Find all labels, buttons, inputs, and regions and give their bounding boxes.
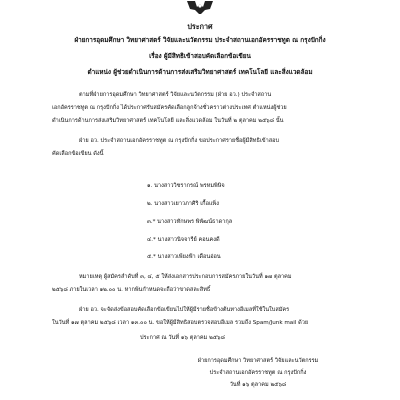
paragraph-3-line-2: ในวันที่ ๑๗ ตุลาคม ๒๕๖๘ เวลา ๑๓.๐๐ น. ขอให้ผู้มีสิทธิสอบตรวจสอบอีเมล รวมถึง Spam/Junk mail ด้วย bbox=[52, 320, 309, 326]
list-item: ๑. นางสาววิชรากรณ์ พรหมพิษิจ bbox=[147, 183, 225, 189]
paragraph-3-line-1: ฝ่าย อว. จะจัดส่งข้อสอบคัดเลือกข้อเขียนไปให้ผู้มีรายชื่อข้างต้นทางอีเมลที่ใช้ในใบสมัคร bbox=[79, 307, 290, 313]
position-heading: ตำแหน่ง ผู้ช่วยดำเนินการด้านการส่งเสริมวิทยาศาสตร์ เทคโนโลยี และสิ่งแวดล้อม bbox=[87, 68, 313, 76]
subject-heading: เรื่อง ผู้มีสิทธิเข้าสอบคัดเลือกข้อเขียน bbox=[149, 52, 251, 60]
paragraph-2-line-1: ฝ่าย อว. ประจำสถานเอกอัครราชทูต ณ กรุงปักกิ่ง ขอประกาศรายชื่อผู้มีสิทธิเข้าสอบ bbox=[79, 138, 280, 144]
announcement-date: ประกาศ ณ วันที่ ๑๖ ตุลาคม ๒๕๖๘ bbox=[140, 335, 225, 341]
issuer-heading: ฝ่ายการอุดมศึกษา วิทยาศาสตร์ วิจัยและนวัตกรรม ประจำสถานเอกอัครราชทูต ณ กรุงปักกิ่ง bbox=[74, 36, 326, 44]
list-item: ๓.* นางสาวทักษพร พิพัฒน์ธาดากุล bbox=[147, 219, 233, 225]
garuda-emblem-icon bbox=[183, 0, 217, 14]
paragraph-1-line-2: เอกอัครราชทูต ณ กรุงปักกิ่ง ได้ประกาศรับสมัครคัดเลือกลูกจ้างชั่วคราวต่างประเทศ ตำแหน่งผู้ช่วย bbox=[52, 105, 287, 111]
list-item: ๒. นางสาวเยาวภาศิริ เกื้อแพ็ง bbox=[147, 201, 219, 207]
paragraph-2-line-2: คัดเลือกข้อเขียน ดังนี้ bbox=[52, 151, 104, 157]
list-item: ๔.* นางสาวนิจจารีย์ คอนคงดี bbox=[147, 237, 220, 243]
paragraph-1-line-3: ดำเนินการด้านการส่งเสริมวิทยาศาสตร์ เทคโนโลยี และสิ่งแวดล้อม ในวันที่ ๒ ตุลาคม ๒๕๖๘ นั้น bbox=[52, 118, 284, 124]
note-line-2: ๒๕๖๘ ภายในเวลา ๑๒.๐๐ น. หากพ้นกำหนดจะถือว่าขาดสละสิทธิ์ bbox=[52, 287, 211, 293]
paragraph-1-line-1: ตามที่ฝ่ายการอุดมศึกษา วิทยาศาสตร์ วิจัยและนวัตกรรม (ฝ่าย อว.) ประจำสถาน bbox=[79, 92, 272, 98]
signature-line-1: ฝ่ายการอุดมศึกษา วิทยาศาสตร์ วิจัยและนวัตกรรม bbox=[197, 358, 319, 364]
signature-line-2: ประจำสถานเอกอัครราชทูต ณ กรุงปักกิ่ง bbox=[209, 370, 307, 376]
signature-line-3: วันที่ ๑๖ ตุลาคม ๒๕๖๘ bbox=[229, 382, 287, 388]
page-title: ประกาศ bbox=[187, 22, 213, 31]
note-line-1: หมายเหตุ ผู้สมัครลำดับที่ ๓, ๔, ๕ ให้ส่งเอกสารประกอบการสมัครภายในวันที่ ๑๗ ตุลาคม bbox=[79, 274, 292, 280]
list-item: ๕.* นางสาวเพียงฟ้า เดือนอ่อน bbox=[147, 254, 221, 260]
